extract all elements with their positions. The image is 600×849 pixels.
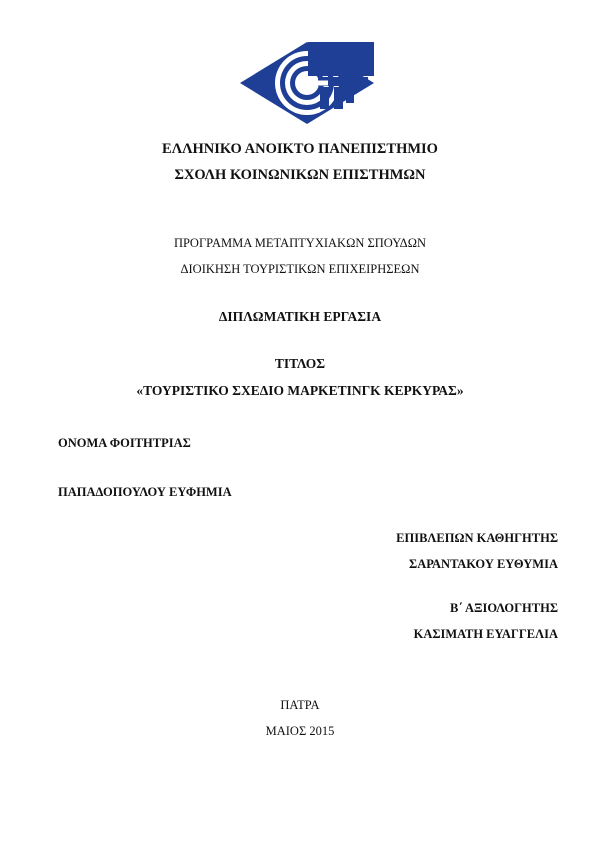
document-type: ΔΙΠΛΩΜΑΤΙΚΗ ΕΡΓΑΣΙΑ	[218, 309, 382, 324]
student-label: ΟΝΟΜΑ ΦΟΙΤΗΤΡΙΑΣ	[58, 436, 191, 450]
university-logo-icon	[240, 42, 374, 124]
school-name: ΣΧΟΛΗ ΚΟΙΝΩΝΙΚΩΝ ΕΠΙΣΤΗΜΩΝ	[174, 167, 426, 183]
student-name: ΠΑΠΑΔΟΠΟΥΛΟΥ ΕΥΦΗΜΙΑ	[58, 485, 232, 499]
program-subtitle: ΔΙΟΙΚΗΣΗ ΤΟΥΡΙΣΤΙΚΩΝ ΕΠΙΧΕΙΡΗΣΕΩΝ	[180, 262, 420, 276]
supervisor-name: ΣΑΡΑΝΤΑΚΟΥ ΕΥΘΥΜΙΑ	[409, 557, 558, 571]
evaluator-label: Β΄ ΑΞΙΟΛΟΓΗΤΗΣ	[450, 601, 558, 615]
evaluator-name: ΚΑΣΙΜΑΤΗ ΕΥΑΓΓΕΛΙΑ	[413, 627, 558, 641]
place: ΠΑΤΡΑ	[280, 698, 320, 712]
supervisor-label: ΕΠΙΒΛΕΠΩΝ ΚΑΘΗΓΗΤΗΣ	[396, 531, 558, 545]
university-name: ΕΛΛΗΝΙΚΟ ΑΝΟΙΚΤΟ ΠΑΝΕΠΙΣΤΗΜΙΟ	[162, 141, 438, 157]
date: ΜΑΙΟΣ 2015	[265, 724, 335, 738]
title-label: ΤΙΤΛΟΣ	[274, 356, 326, 371]
thesis-title: «ΤΟΥΡΙΣΤΙΚΟ ΣΧΕΔΙΟ ΜΑΡΚΕΤΙΝΓΚ ΚΕΡΚΥΡΑΣ»	[136, 383, 464, 398]
university-logo	[240, 42, 374, 124]
program-title: ΠΡΟΓΡΑΜΜΑ ΜΕΤΑΠΤΥΧΙΑΚΩΝ ΣΠΟΥΔΩΝ	[173, 236, 427, 250]
